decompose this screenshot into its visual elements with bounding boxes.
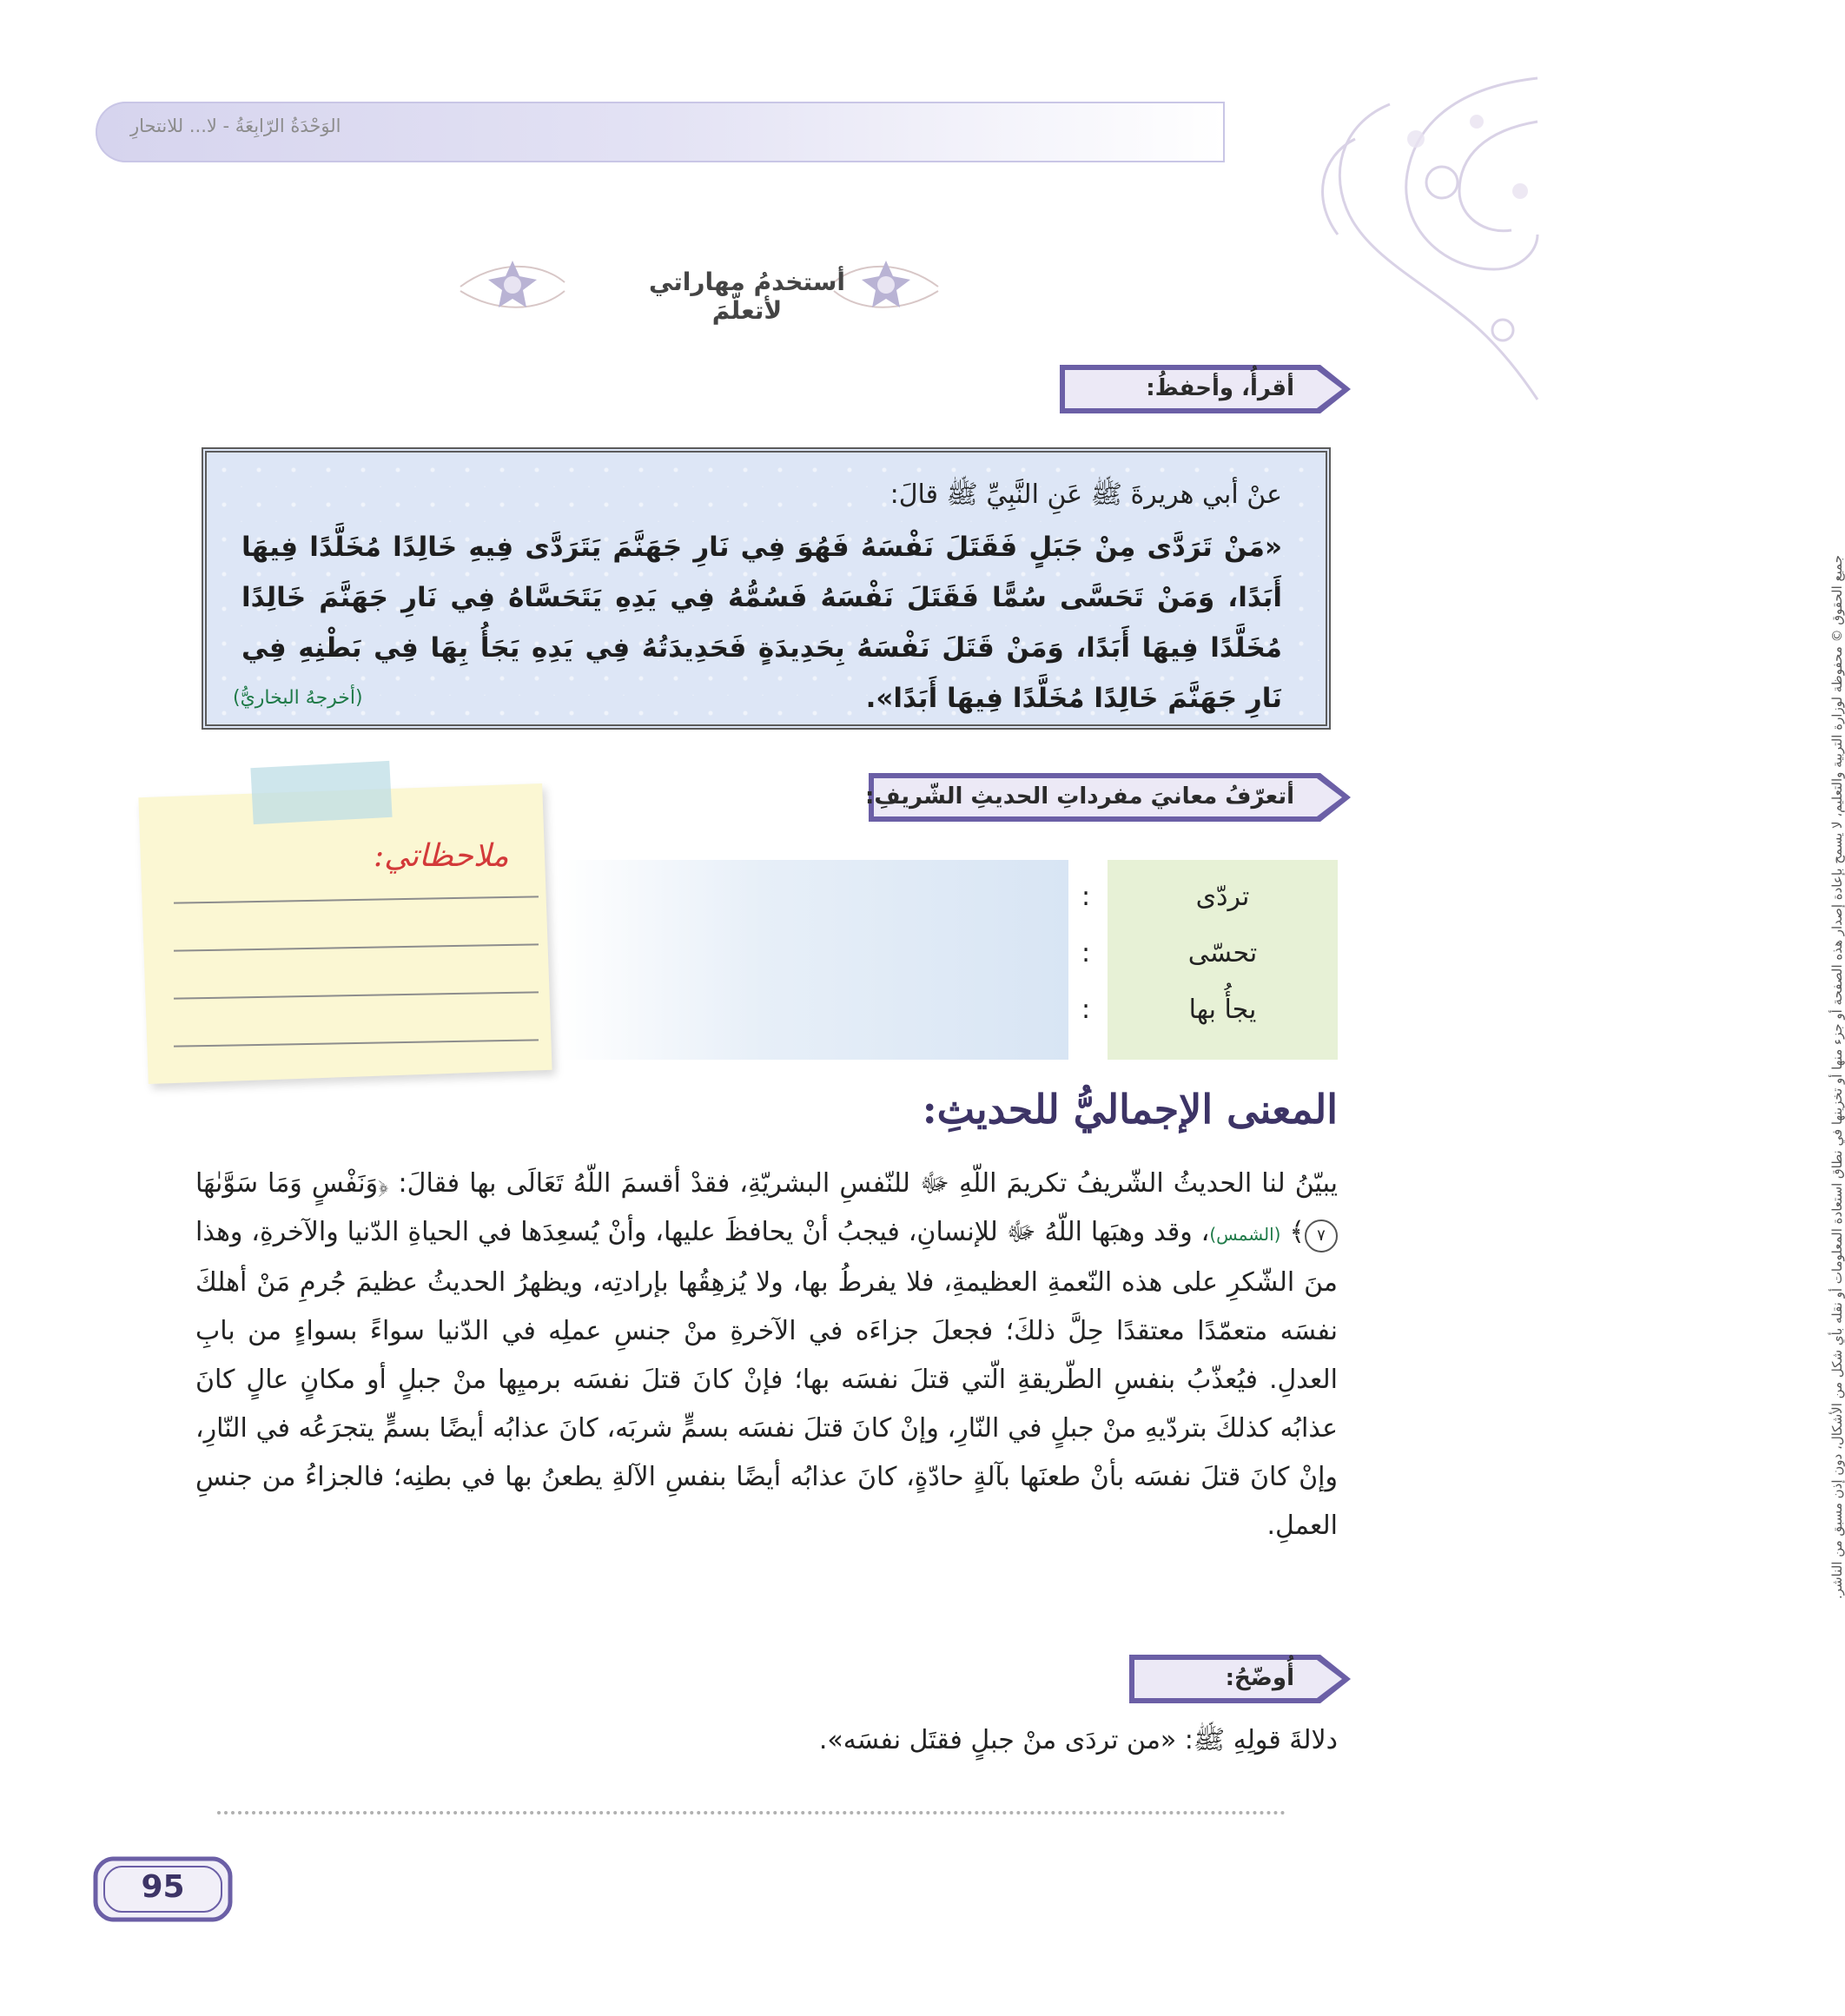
answer-line xyxy=(217,1811,1286,1814)
explain-tab xyxy=(1129,1655,1372,1703)
meaning-part-1: يبيّنُ لنا الحديثُ الشّريفُ تكريمَ اللّهِ ﷻ للنّفسِ البشريّةِ، فقدْ أقسمَ اللّهُ تَعَالَى بها فقالَ: ﴿وَنَفْسٍ وَمَا سَوَّىٰهَا xyxy=(195,1168,1338,1199)
notes-card xyxy=(138,783,552,1084)
unit-title: الوَحْدَةُ الرّابِعَةُ - لا... للانتحارِ xyxy=(130,116,341,136)
ayah-number: ٧ xyxy=(1305,1220,1338,1253)
vocab-term: تردّى xyxy=(1195,882,1250,912)
hadith-box xyxy=(202,447,1331,730)
read-memorize-label: أقرأُ، وأحفظُ: xyxy=(1146,375,1294,401)
vocabulary-label: أتعرّفُ معانيَ مفرداتِ الحديثِ الشّريفِ: xyxy=(864,783,1294,810)
hadith-intro: عنْ أبي هريرةَ ﷺ عَنِ النَّبِيِّ ﷺ قالَ: xyxy=(889,479,1282,510)
explain-label: أُوضّحُ: xyxy=(1225,1665,1294,1691)
copyright-notice: جميع الحقوق © محفوظة لوزارة التربية والتعليم، لا يسمح بإعادة إصدار هذه الصفحة أو جزء منها أو تخزينها في نطاق استعادة المعلومات أو نقله بأي شكل من الأشكال، دون إذن مسبق من الناشر. xyxy=(1829,555,1845,1600)
notes-tape xyxy=(250,761,392,824)
hadith-source: (أخرجهُ البخاريُّ) xyxy=(233,687,363,709)
vocab-colon: : xyxy=(1081,938,1091,968)
skills-title: أستخدمُ مهاراتي لأتعلّمَ xyxy=(648,268,846,325)
page-number: 95 xyxy=(141,1869,185,1905)
notes-title: ملاحظاتي: xyxy=(374,838,509,874)
meaning-part-3: ، وقد وهبَها اللّهُ ﷻ للإنسانِ، فيجبُ أنْ يحافظَ عليها، وأنْ يُسعِدَها في الحياةِ الدّنيا والآخرةِ، وهذا منَ الشّكرِ على هذه النّعمةِ العظيمةِ، فلا يفرطُ بها، ولا يُزهِقُها بإرادتِه، ويظهرُ الحديثُ عظيمَ جُرمِ مَنْ أهلكَ نفسَه متعمّدًا معتقدًا حِلَّ ذلكَ؛ فجعلَ جزاءَه في الآخرةِ منْ جنسِ عملِه في الدّنيا سواءً بسواءٍ من بابِ العدلِ. فيُعذّبُ بنفسِ الطّريقةِ الّتي قتلَ نفسَه بها؛ فإنْ كانَ قتلَ نفسَه برميِها منْ جبلٍ أو مكانٍ عالٍ كانَ عذابُه كذلكَ بتردّيهِ منْ جبلٍ في النّارِ، وإنْ كانَ قتلَ نفسَه بسمٍّ شربَه، كانَ عذابُه أيضًا بسمٍّ يتجرَعُه في النّارِ، وإنْ كانَ قتلَ نفسَه بأنْ طعنَها بآلةٍ حادّةٍ، كانَ عذابُه أيضًا بنفسِ الآلةِ يطعنُ بها في بطنِه؛ فالجزاءُ من جنسِ العملِ. xyxy=(195,1217,1338,1541)
surah-name: (الشمس) xyxy=(1209,1224,1281,1245)
corner-ornament xyxy=(1129,69,1538,400)
overall-meaning-body xyxy=(195,1160,1338,1550)
meaning-part-2: ﴾ xyxy=(1280,1217,1305,1247)
overall-meaning-heading: المعنى الإجماليُّ للحديثِ: xyxy=(922,1086,1338,1133)
read-memorize-tab xyxy=(1060,365,1372,413)
vocab-colon: : xyxy=(1081,995,1091,1025)
explain-text: دلالةَ قولِهِ ﷺ: «من تردَى منْ جبلٍ فقتَل نفسَه». xyxy=(818,1725,1338,1755)
vocab-term: تحسّى xyxy=(1187,938,1258,968)
hadith-text: «مَنْ تَرَدَّى مِنْ جَبَلٍ فَقَتَلَ نَفْسَهُ فَهُوَ فِي نَارِ جَهَنَّمَ يَتَرَدَّى فِيهِ خَالِدًا مُخَلَّدًا فِيهَا أَبَدًا، وَمَنْ تَحَسَّى سُمًّا فَقَتَلَ نَفْسَهُ فَسُمُّهُ فِي يَدِهِ يَتَحَسَّاهُ فِي نَارِ جَهَنَّمَ خَالِدًا مُخَلَّدًا فِيهَا أَبَدًا، وَمَنْ قَتَلَ نَفْسَهُ بِحَدِيدَةٍ فَحَدِيدَتُهُ فِي يَدِهِ يَجَأُ بِهَا فِي بَطْنِهِ فِي نَارِ جَهَنَّمَ خَالِدًا مُخَلَّدًا فِيهَا أَبَدًا». xyxy=(241,532,1282,714)
vocab-term: يجأُ بها xyxy=(1188,995,1257,1025)
vocab-colon: : xyxy=(1081,882,1091,912)
vocab-meaning-column xyxy=(556,860,1068,1060)
vocabulary-tab xyxy=(864,773,1372,822)
